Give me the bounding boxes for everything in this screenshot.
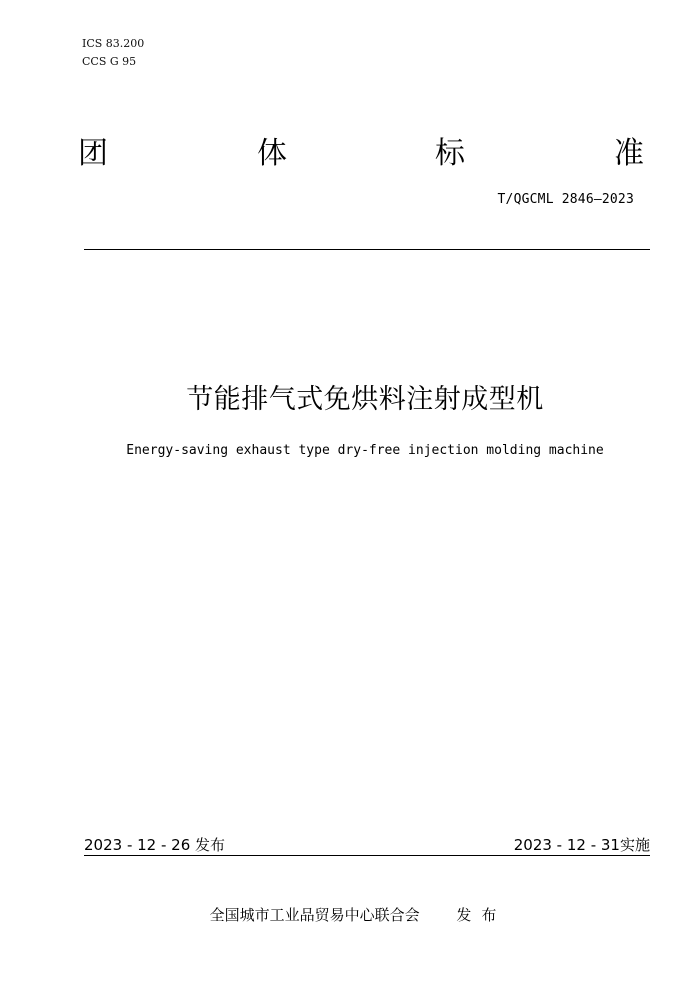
header-divider <box>84 249 650 250</box>
release-date-line <box>84 835 225 855</box>
classification-codes <box>82 35 144 71</box>
implementation-date-line <box>514 835 650 855</box>
standard-type-char-4: 准 <box>614 136 644 171</box>
standard-type-char-3: 标 <box>435 136 465 171</box>
ics-code: ICS 83.200 <box>82 37 145 50</box>
release-date: 2023 - 12 - 26 <box>84 836 191 854</box>
publisher-action: 发布 <box>456 906 507 924</box>
standard-type-char-1: 团 <box>78 136 108 171</box>
standard-number: T/QGCML 2846—2023 <box>497 192 634 207</box>
implementation-date: 2023 - 12 - 31 <box>513 836 620 854</box>
implementation-label: 实施 <box>619 836 650 854</box>
standard-type-char-2: 体 <box>257 136 287 171</box>
ccs-code: CCS G 95 <box>82 55 137 68</box>
footer-divider <box>84 855 650 856</box>
publisher-line <box>0 905 700 925</box>
standard-type-heading <box>78 134 648 174</box>
release-label: 发布 <box>195 836 226 854</box>
publisher-organization: 全国城市工业品贸易中心联合会 <box>209 906 420 924</box>
title-chinese: 节能排气式免烘料注射成型机 <box>186 384 544 415</box>
title-english: Energy-saving exhaust type dry-free injection molding machine <box>126 443 604 458</box>
